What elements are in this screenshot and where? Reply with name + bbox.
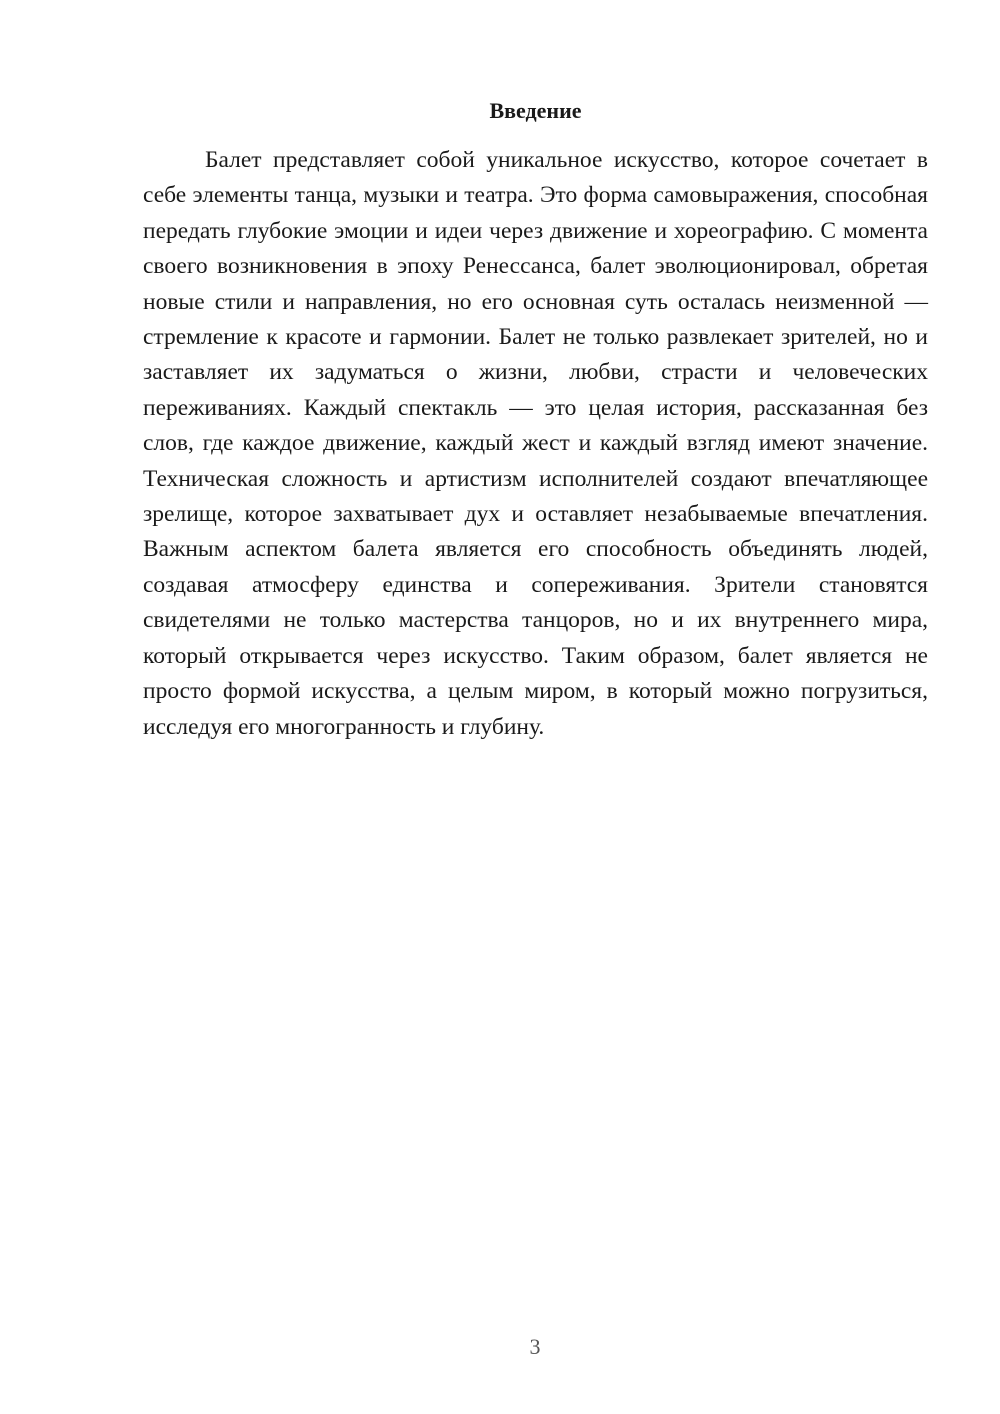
page-number: 3 [529, 1334, 541, 1359]
body-paragraph: Балет представляет собой уникальное искусство, которое сочетает в себе элементы танца, музыки и театра. Это форма самовыражения, способная передать глубокие эмоции и идеи через движение и хореографию. С момента своего возникновения в эпоху Ренессанса, балет эволюционировал, обретая новые стили и направления, но его основная суть осталась неизменной — стремление к красоте и гармонии. Балет не только развлекает зрителей, но и заставляет их задуматься о жизни, любви, страсти и человеческих переживаниях. Каждый спектакль — это целая история, рассказанная без слов, где каждое движение, каждый жест и каждый взгляд имеют значение. Техническая сложность и артистизм исполнителей создают впечатляющее зрелище, которое захватывает дух и оставляет незабываемые впечатления. Важным аспектом балета является его способность объединять людей, создавая атмосферу единства и сопереживания. Зрители становятся свидетелями не только мастерства танцоров, но и их внутреннего мира, который открывается через искусство. Таким образом, балет является не просто формой искусства, а целым миром, в который можно погрузиться, исследуя его многогранность и глубину. [143, 147, 928, 740]
section-heading: Введение [489, 98, 582, 123]
